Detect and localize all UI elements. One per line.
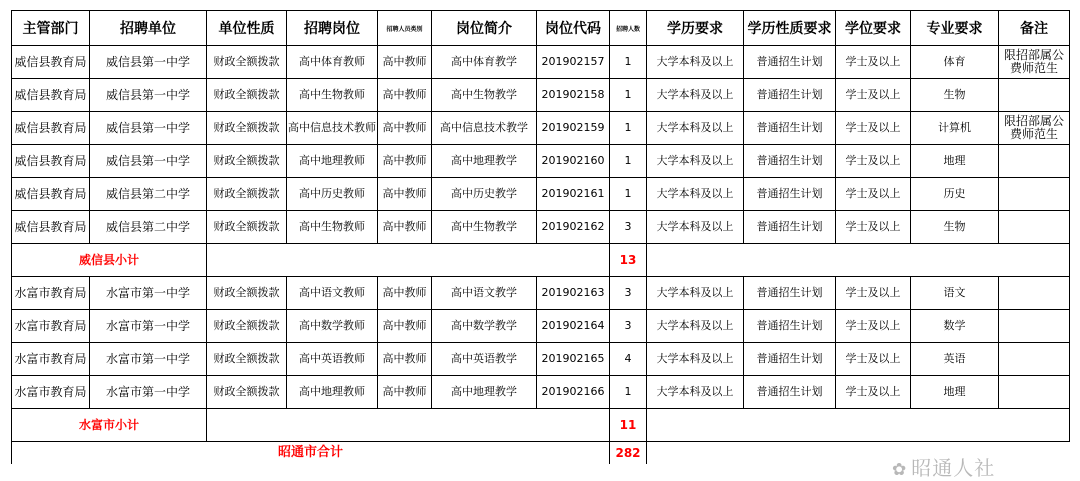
table-cell: 水富市教育局 [12,343,90,376]
table-cell: 高中数学教师 [287,310,378,343]
wechat-icon: ✿ [892,460,908,480]
table-cell: 高中数学教学 [432,310,537,343]
table-cell: 威信县第一中学 [90,112,207,145]
table-row [12,145,1070,178]
table-cell: 高中生物教学 [432,211,537,244]
table-cell: 水富市教育局 [12,310,90,343]
table-cell: 1 [610,178,647,211]
table-cell: 1 [610,79,647,112]
table-cell: 高中教师 [378,46,432,79]
table-cell: 水富市教育局 [12,376,90,409]
table-cell: 高中教师 [378,178,432,211]
table-cell [999,376,1070,409]
table-cell: 语文 [911,277,999,310]
table-cell: 水富市第一中学 [90,343,207,376]
table-cell: 高中生物教师 [287,79,378,112]
subtotal-row [12,409,1070,442]
table-cell: 201902159 [537,112,610,145]
recruitment-table [11,10,1070,464]
table-cell: 普通招生计划 [744,211,836,244]
table-cell: 普通招生计划 [744,112,836,145]
table-cell: 1 [610,376,647,409]
table-cell: 威信县第一中学 [90,79,207,112]
table-cell: 高中生物教师 [287,211,378,244]
table-cell: 大学本科及以上 [647,145,744,178]
header-cell: 专业要求 [911,11,999,46]
table-cell: 高中教师 [378,112,432,145]
table-cell: 财政全额拨款 [207,211,287,244]
table-cell: 限招部属公费师范生 [999,46,1070,79]
table-cell: 大学本科及以上 [647,343,744,376]
table-cell: 高中教师 [378,310,432,343]
table-cell: 地理 [911,145,999,178]
table-cell: 生物 [911,211,999,244]
table-cell: 高中教师 [378,277,432,310]
table-cell: 4 [610,343,647,376]
table-row [12,211,1070,244]
table-cell: 财政全额拨款 [207,376,287,409]
header-cell: 招聘人数 [610,11,647,46]
table-cell: 财政全额拨款 [207,46,287,79]
table-cell: 普通招生计划 [744,46,836,79]
table-cell: 高中语文教师 [287,277,378,310]
table-cell: 威信县第二中学 [90,178,207,211]
subtotal-row [12,244,1070,277]
table-cell: 威信县教育局 [12,112,90,145]
watermark [892,452,995,481]
table-cell: 普通招生计划 [744,376,836,409]
table-cell: 高中地理教学 [432,145,537,178]
subtotal-label: 水富市小计 [12,409,207,442]
table-cell: 高中英语教师 [287,343,378,376]
total-label: 昭通市合计 [12,442,610,465]
table-cell: 普通招生计划 [744,178,836,211]
table-cell: 201902160 [537,145,610,178]
table-cell [999,211,1070,244]
empty-cell [647,409,1070,442]
table-cell: 学士及以上 [836,79,911,112]
table-cell: 水富市第一中学 [90,277,207,310]
table-cell: 3 [610,211,647,244]
table-cell: 水富市教育局 [12,277,90,310]
table-cell [999,310,1070,343]
empty-cell [207,409,610,442]
table-cell: 体育 [911,46,999,79]
table-row [12,79,1070,112]
header-row [12,11,1070,46]
table-cell: 普通招生计划 [744,343,836,376]
table-cell: 201902157 [537,46,610,79]
table-cell: 3 [610,277,647,310]
table-cell: 201902163 [537,277,610,310]
table-cell: 学士及以上 [836,277,911,310]
table-cell: 威信县第一中学 [90,46,207,79]
table-row [12,376,1070,409]
table-cell: 高中语文教学 [432,277,537,310]
header-cell: 备注 [999,11,1070,46]
table-cell: 3 [610,310,647,343]
table-cell: 学士及以上 [836,310,911,343]
table-cell: 高中地理教师 [287,145,378,178]
table-cell: 1 [610,112,647,145]
header-cell: 岗位简介 [432,11,537,46]
table-cell: 高中教师 [378,79,432,112]
subtotal-value: 11 [610,409,647,442]
table-cell: 大学本科及以上 [647,46,744,79]
table-cell: 历史 [911,178,999,211]
table-row [12,343,1070,376]
total-value: 282 [610,442,647,465]
table-cell: 威信县教育局 [12,79,90,112]
header-cell: 单位性质 [207,11,287,46]
table-cell: 大学本科及以上 [647,277,744,310]
table-cell: 高中生物教学 [432,79,537,112]
table-cell: 高中体育教师 [287,46,378,79]
table-cell: 高中教师 [378,145,432,178]
table-row [12,277,1070,310]
table-cell: 学士及以上 [836,145,911,178]
table-cell: 威信县教育局 [12,211,90,244]
table-cell: 财政全额拨款 [207,178,287,211]
table-cell: 学士及以上 [836,376,911,409]
table-cell [999,343,1070,376]
table-cell: 水富市第一中学 [90,310,207,343]
table-cell: 数学 [911,310,999,343]
table-cell: 计算机 [911,112,999,145]
table-cell: 威信县第一中学 [90,145,207,178]
header-cell: 学历性质要求 [744,11,836,46]
table-cell: 大学本科及以上 [647,376,744,409]
table-cell [999,277,1070,310]
table-cell: 201902162 [537,211,610,244]
table-cell: 201902158 [537,79,610,112]
table-cell: 高中历史教学 [432,178,537,211]
table-cell: 高中信息技术教师 [287,112,378,145]
table-cell: 高中地理教学 [432,376,537,409]
table-cell: 普通招生计划 [744,79,836,112]
subtotal-label: 威信县小计 [12,244,207,277]
table-cell: 财政全额拨款 [207,112,287,145]
table-cell: 201902166 [537,376,610,409]
table-cell: 威信县教育局 [12,178,90,211]
table-row [12,178,1070,211]
table-cell: 英语 [911,343,999,376]
table-cell: 普通招生计划 [744,145,836,178]
table-cell: 1 [610,46,647,79]
empty-cell [647,244,1070,277]
table-cell: 财政全额拨款 [207,343,287,376]
table-cell: 大学本科及以上 [647,211,744,244]
table-cell: 学士及以上 [836,112,911,145]
table-cell: 财政全额拨款 [207,79,287,112]
table-cell: 学士及以上 [836,178,911,211]
header-cell: 招聘人员类别 [378,11,432,46]
table-cell: 大学本科及以上 [647,79,744,112]
empty-cell [207,244,610,277]
table-cell: 地理 [911,376,999,409]
table-cell: 财政全额拨款 [207,277,287,310]
table-cell: 限招部属公费师范生 [999,112,1070,145]
table-cell: 威信县第二中学 [90,211,207,244]
table-cell: 威信县教育局 [12,145,90,178]
table-cell: 高中教师 [378,211,432,244]
table-cell: 高中教师 [378,376,432,409]
header-cell: 岗位代码 [537,11,610,46]
table-cell: 大学本科及以上 [647,310,744,343]
table-cell: 201902164 [537,310,610,343]
table-cell: 财政全额拨款 [207,310,287,343]
table-cell: 水富市第一中学 [90,376,207,409]
table-cell: 学士及以上 [836,211,911,244]
table-cell: 高中地理教师 [287,376,378,409]
table-cell: 高中教师 [378,343,432,376]
table-cell: 普通招生计划 [744,310,836,343]
table-cell: 学士及以上 [836,46,911,79]
table-cell: 1 [610,145,647,178]
table-cell: 高中英语教学 [432,343,537,376]
table-cell: 201902165 [537,343,610,376]
table-cell [999,145,1070,178]
table-cell: 普通招生计划 [744,277,836,310]
watermark-text: 昭通人社 [911,456,996,480]
table-row [12,112,1070,145]
table-cell: 高中信息技术教学 [432,112,537,145]
table-cell [999,79,1070,112]
table-cell: 学士及以上 [836,343,911,376]
table-cell: 高中历史教师 [287,178,378,211]
table-row [12,310,1070,343]
empty-cell [647,442,1070,465]
header-cell: 招聘单位 [90,11,207,46]
header-cell: 学位要求 [836,11,911,46]
table-row [12,46,1070,79]
subtotal-value: 13 [610,244,647,277]
table-cell: 威信县教育局 [12,46,90,79]
table-cell: 生物 [911,79,999,112]
header-cell: 招聘岗位 [287,11,378,46]
table-cell: 大学本科及以上 [647,178,744,211]
table-cell: 财政全额拨款 [207,145,287,178]
header-cell: 学历要求 [647,11,744,46]
table-cell [999,178,1070,211]
table-cell: 201902161 [537,178,610,211]
table-cell: 高中体育教学 [432,46,537,79]
header-cell: 主管部门 [12,11,90,46]
table-cell: 大学本科及以上 [647,112,744,145]
